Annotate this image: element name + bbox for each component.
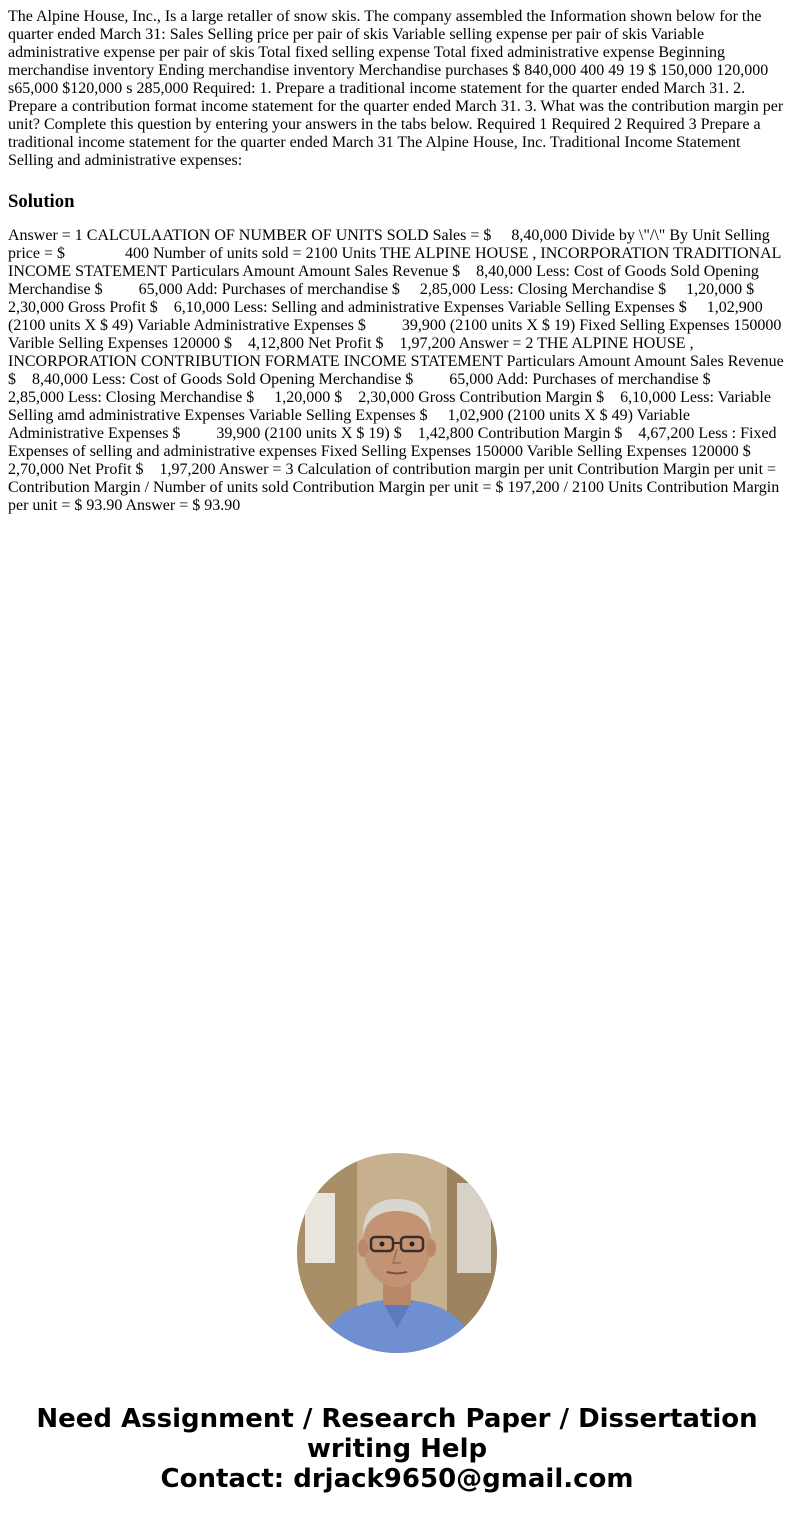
solution-text: Answer = 1 CALCULAATION OF NUMBER OF UNITS SOLD Sales = $ 8,40,000 Divide by \"/\" By Unit Selling price = $ 400 Number of units sold = 2100 Units THE ALPINE HOUSE , INCORPORATION TRADITIONAL INCOME STATEMENT Particulars Amount Amount Sales Revenue $ 8,40,000 Less: Cost of Goods Sold Opening Merchandise $ 65,000 Add: Purchases of merchandise $ 2,85,000 Less: Closing Merchandise $ 1,20,000 $ 2,30,000 Gross Profit $ 6,10,000 Less: Selling and administrative Expenses Variable Selling Expenses $ 1,02,900 (2100 units X $ 49) Variable Administrative Expenses $ 39,900 (2100 units X $ 19) Fixed Selling Expenses 150000 Varible Selling Expenses 120000 $ 4,12,800 Net Profit $ 1,97,200 Answer = 2 THE ALPINE HOUSE , INCORPORATION CONTRIBUTION FORMATE INCOME STATEMENT Particulars Amount Amount Sales Revenue $ 8,40,000 Less: Cost of Goods Sold Opening Merchandise $ 65,000 Add: Purchases of merchandise $ 2,85,000 Less: Closing Merchandise $ 1,20,000 $ 2,30,000 Gross Contribution Margin $ 6,10,000 Less: Variable Selling amd administrative Expenses Variable Selling Expenses $ 1,02,900 (2100 units X $ 49) Variable Administrative Expenses $ 39,900 (2100 units X $ 19) $ 1,42,800 Contribution Margin $ 4,67,200 Less : Fixed Expenses of selling and administrative expenses Fixed Selling Expenses 150000 Varible Selling Expenses 120000 $ 2,70,000 Net Profit $ 1,97,200 Answer = 3 Calculation of contribution margin per unit Contribution Margin per unit = Contribution Margin / Number of units sold Contribution Margin per unit = $ 197,200 / 2100 Units Contribution Margin per unit = $ 93.90 Answer = $ 93.90 bbox=[8, 227, 788, 514]
author-portrait-icon bbox=[297, 1153, 497, 1353]
banner-line-1: Need Assignment / Research Paper / Dissertation bbox=[36, 1404, 758, 1434]
contact-banner bbox=[0, 1404, 794, 1494]
solution-heading: Solution bbox=[8, 191, 75, 212]
main-content bbox=[8, 8, 786, 515]
banner-line-2: writing Help bbox=[306, 1434, 488, 1464]
question-text: The Alpine House, Inc., Is a large retaller of snow skis. The company assembled the Information shown below for the quarter ended March 31: Sales Selling price per pair of skis Variable selling expense per pair of skis Variable administrative expense per pair of skis Total fixed selling expense Total fixed administrative expense Beginning merchandise inventory Ending merchandise inventory Merchandise purchases $ 840,000 400 49 19 $ 150,000 120,000 s65,000 $120,000 s 285,000 Required: 1. Prepare a traditional income statement for the quarter ended March 31. 2. Prepare a contribution format income statement for the quarter ended March 31. 3. What was the contribution margin per unit? Complete this question by entering your answers in the tabs below. Required 1 Required 2 Required 3 Prepare a traditional income statement for the quarter ended March 31 The Alpine House, Inc. Traditional Income Statement Selling and administrative expenses: bbox=[8, 8, 788, 169]
author-avatar bbox=[297, 1153, 497, 1353]
banner-contact-email[interactable]: Contact: drjack9650@gmail.com bbox=[160, 1464, 634, 1494]
